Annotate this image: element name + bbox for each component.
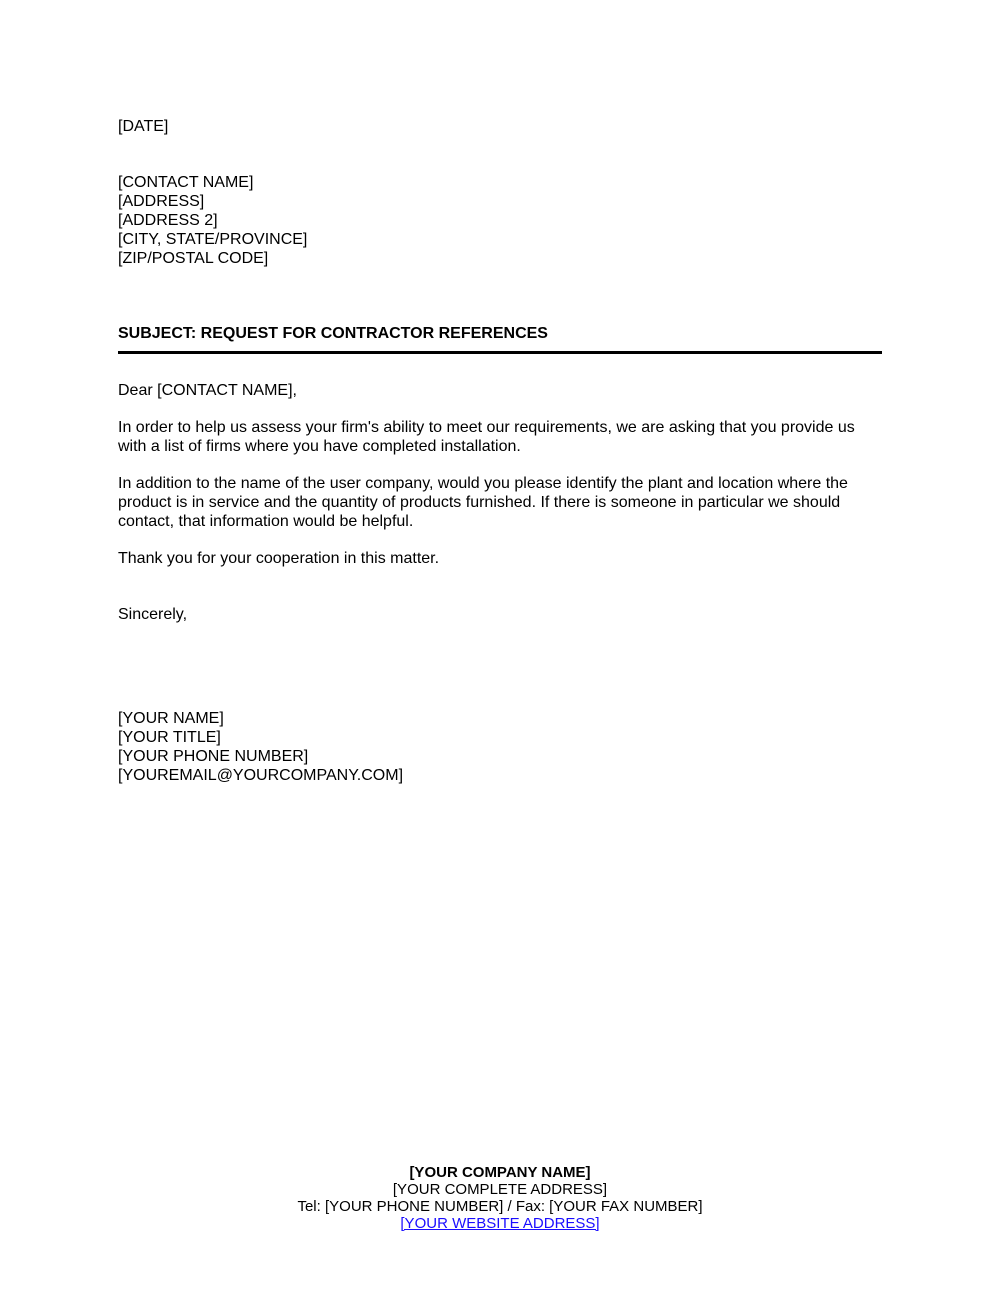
signature-block [118,709,882,785]
recipient-city-state: [CITY, STATE/PROVINCE] [118,231,308,248]
footer-company-name: [YOUR COMPANY NAME] [409,1164,591,1181]
body-paragraph-3: Thank you for your cooperation in this matter. [118,550,440,567]
date-block [118,117,882,136]
recipient-address-line1: [ADDRESS] [118,193,205,210]
letter-date: [DATE] [118,118,169,135]
letter-body [118,117,882,785]
signature-name: [YOUR NAME] [118,710,224,727]
footer-address: [YOUR COMPLETE ADDRESS] [392,1181,608,1198]
signature-phone: [YOUR PHONE NUMBER] [118,748,309,765]
recipient-address-line2: [ADDRESS 2] [118,212,218,229]
signature-title: [YOUR TITLE] [118,729,221,746]
subject-line: SUBJECT: REQUEST FOR CONTRACTOR REFERENCES [118,325,548,342]
letterhead-footer [0,1164,1000,1232]
recipient-contact-name: [CONTACT NAME] [118,174,254,191]
body-paragraph-1: In order to help us assess your firm's ability to meet our requirements, we are asking that you provide us with a list of firms where you have completed installation. [118,419,855,455]
body-paragraph-2: In addition to the name of the user company, would you please identify the plant and location where the product is in service and the quantity of products furnished. If there is someone in particular we should contact, that information would be helpful. [118,475,848,530]
recipient-address [118,173,882,268]
recipient-zip: [ZIP/POSTAL CODE] [118,250,269,267]
footer-website-link[interactable]: [YOUR WEBSITE ADDRESS] [400,1215,600,1232]
closing: Sincerely, [118,606,188,623]
footer-contact-line: Tel: [YOUR PHONE NUMBER] / Fax: [YOUR FAX NUMBER] [297,1198,703,1215]
signature-email: [YOUREMAIL@YOURCOMPANY.COM] [118,767,404,784]
subject-divider [118,351,882,354]
salutation: Dear [CONTACT NAME], [118,382,297,399]
